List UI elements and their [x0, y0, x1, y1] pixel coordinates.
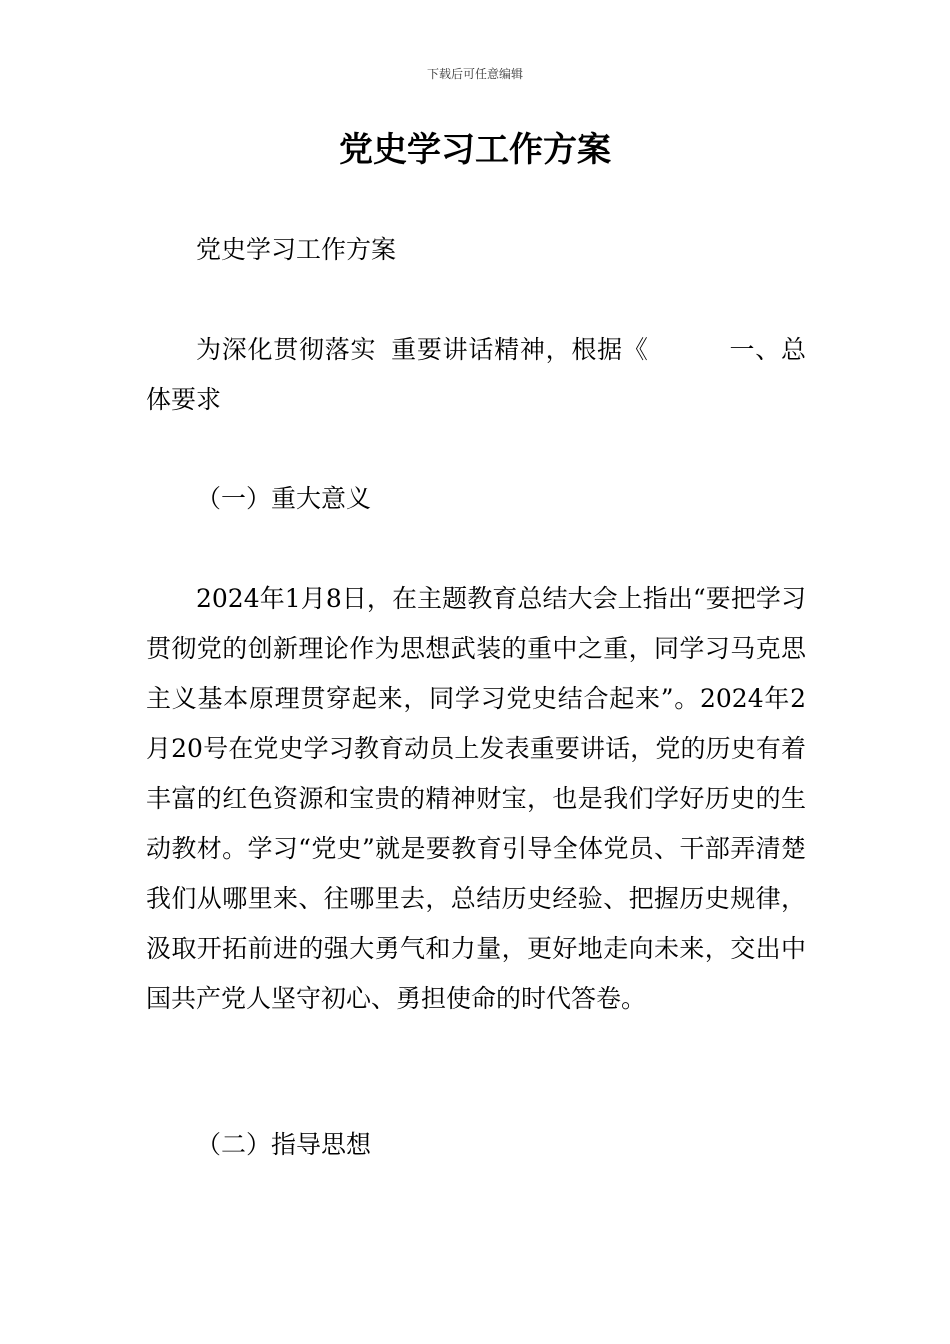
document-subtitle: 党史学习工作方案: [196, 235, 397, 264]
intro-paragraph: [146, 325, 806, 425]
intro-part-2: 重要讲话精神，根据《: [390, 335, 649, 364]
header-note: 下载后可任意编辑: [426, 67, 523, 81]
section-body-significance: 2024年1月8日，在主题教育总结大会上指出“要把学习贯彻党的创新理论作为思想武装的重中之重，同学习马克思主义基本原理贯穿起来，同学习党史结合起来”。2024年2月20号在党史学习教育动员上发表重要讲话，党的历史有着丰富的红色资源和宝贵的精神财宝，也是我们学好历史的生动教材。学习“党史”就是要教育引导全体党员、干部弄清楚我们从哪里来、往哪里去，总结历史经验、把握历史规律，汲取开拓前进的强大勇气和力量，更好地走向未来，交出中国共产党人坚守初心、勇担使命的时代答卷。: [146, 584, 806, 1013]
document-title: 党史学习工作方案: [339, 130, 611, 170]
section-heading-significance: （一）重大意义: [196, 484, 372, 513]
intro-part-1: 为深化贯彻落实: [196, 335, 377, 364]
intro-part-3: 一、总体要求: [146, 335, 806, 414]
section-heading-guiding-thought: （二）指导思想: [196, 1130, 372, 1159]
